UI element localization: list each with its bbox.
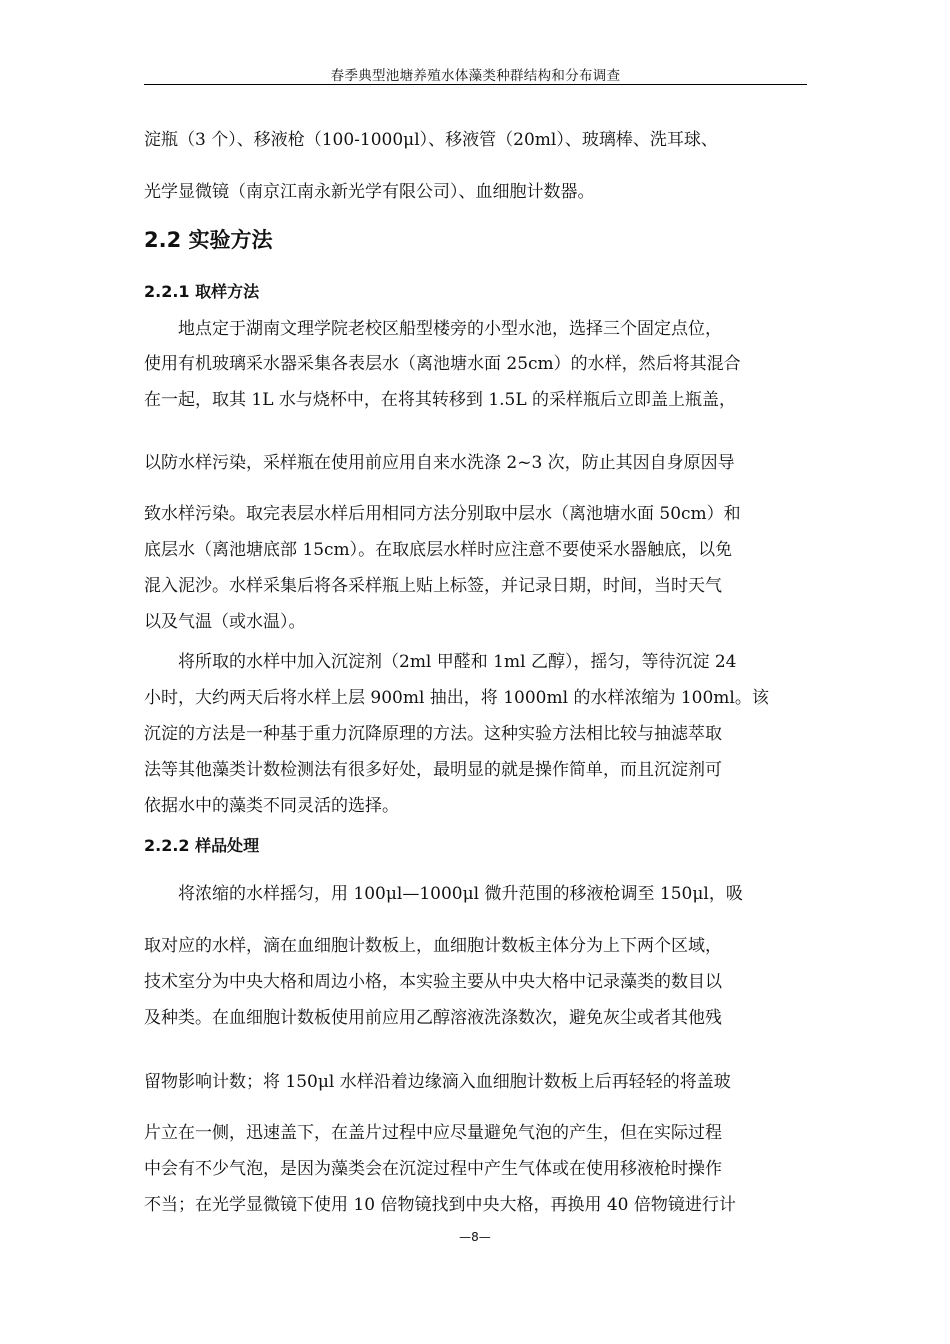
body-line: 地点定于湖南文理学院老校区船型楼旁的小型水池，选择三个固定点位， xyxy=(178,319,722,339)
body-line: 混入泥沙。水样采集后将各采样瓶上贴上标签，并记录日期，时间，当时天气 xyxy=(144,576,722,596)
body-line: 小时，大约两天后将水样上层 900ml 抽出，将 1000ml 的水样浓缩为 100ml。该 xyxy=(144,688,769,708)
body-line: 以及气温（或水温）。 xyxy=(144,612,306,632)
body-line: 致水样污染。取完表层水样后用相同方法分别取中层水（离池塘水面 50cm）和 xyxy=(144,504,741,524)
body-line: 及种类。在血细胞计数板使用前应用乙醇溶液洗涤数次，避免灰尘或者其他残 xyxy=(144,1008,722,1028)
body-line: 使用有机玻璃采水器采集各表层水（离池塘水面 25cm）的水样，然后将其混合 xyxy=(144,354,741,374)
body-line: 取对应的水样，滴在血细胞计数板上，血细胞计数板主体分为上下两个区域， xyxy=(144,936,722,956)
body-line: 在一起，取其 1L 水与烧杯中，在将其转移到 1.5L 的采样瓶后立即盖上瓶盖， xyxy=(144,390,737,410)
body-line: 沉淀的方法是一种基于重力沉降原理的方法。这种实验方法相比较与抽滤萃取 xyxy=(144,724,722,744)
body-line: 片立在一侧，迅速盖下，在盖片过程中应尽量避免气泡的产生，但在实际过程 xyxy=(144,1123,722,1143)
body-line: 留物影响计数；将 150μl 水样沿着边缘滴入血细胞计数板上后再轻轻的将盖玻 xyxy=(144,1072,731,1092)
body-line: 将所取的水样中加入沉淀剂（2ml 甲醛和 1ml 乙醇），摇匀，等待沉淀 24 xyxy=(178,652,737,672)
body-line: 技术室分为中央大格和周边小格，本实验主要从中央大格中记录藻类的数目以 xyxy=(144,972,722,992)
body-line: 光学显微镜（南京江南永新光学有限公司）、血细胞计数器。 xyxy=(144,182,595,202)
body-line: 底层水（离池塘底部 15cm）。在取底层水样时应注意不要使采水器触底，以免 xyxy=(144,540,733,560)
body-line: 中会有不少气泡，是因为藻类会在沉淀过程中产生气体或在使用移液枪时操作 xyxy=(144,1159,722,1179)
subsection-heading-2-2-2: 2.2.2 样品处理 xyxy=(144,836,260,855)
body-line: 不当；在光学显微镜下使用 10 倍物镜找到中央大格，再换用 40 倍物镜进行计 xyxy=(144,1195,736,1215)
body-line: 淀瓶（3 个）、移液枪（100-1000μl）、移液管（20ml）、玻璃棒、洗耳球、 xyxy=(144,130,718,150)
body-line: 法等其他藻类计数检测法有很多好处，最明显的就是操作简单，而且沉淀剂可 xyxy=(144,760,722,780)
running-header-title: 春季典型池塘养殖水体藻类种群结构和分布调查 xyxy=(330,68,621,84)
header-rule xyxy=(144,84,807,85)
subsection-heading-2-2-1: 2.2.1 取样方法 xyxy=(144,282,260,301)
body-line: 依据水中的藻类不同灵活的选择。 xyxy=(144,796,399,816)
body-line: 将浓缩的水样摇匀，用 100μl—1000μl 微升范围的移液枪调至 150μl，吸 xyxy=(178,884,743,904)
body-line: 以防水样污染，采样瓶在使用前应用自来水洗涤 2~3 次，防止其因自身原因导 xyxy=(144,453,735,473)
section-heading-2-2: 2.2 实验方法 xyxy=(144,228,273,252)
page-number: —8— xyxy=(459,1230,491,1244)
